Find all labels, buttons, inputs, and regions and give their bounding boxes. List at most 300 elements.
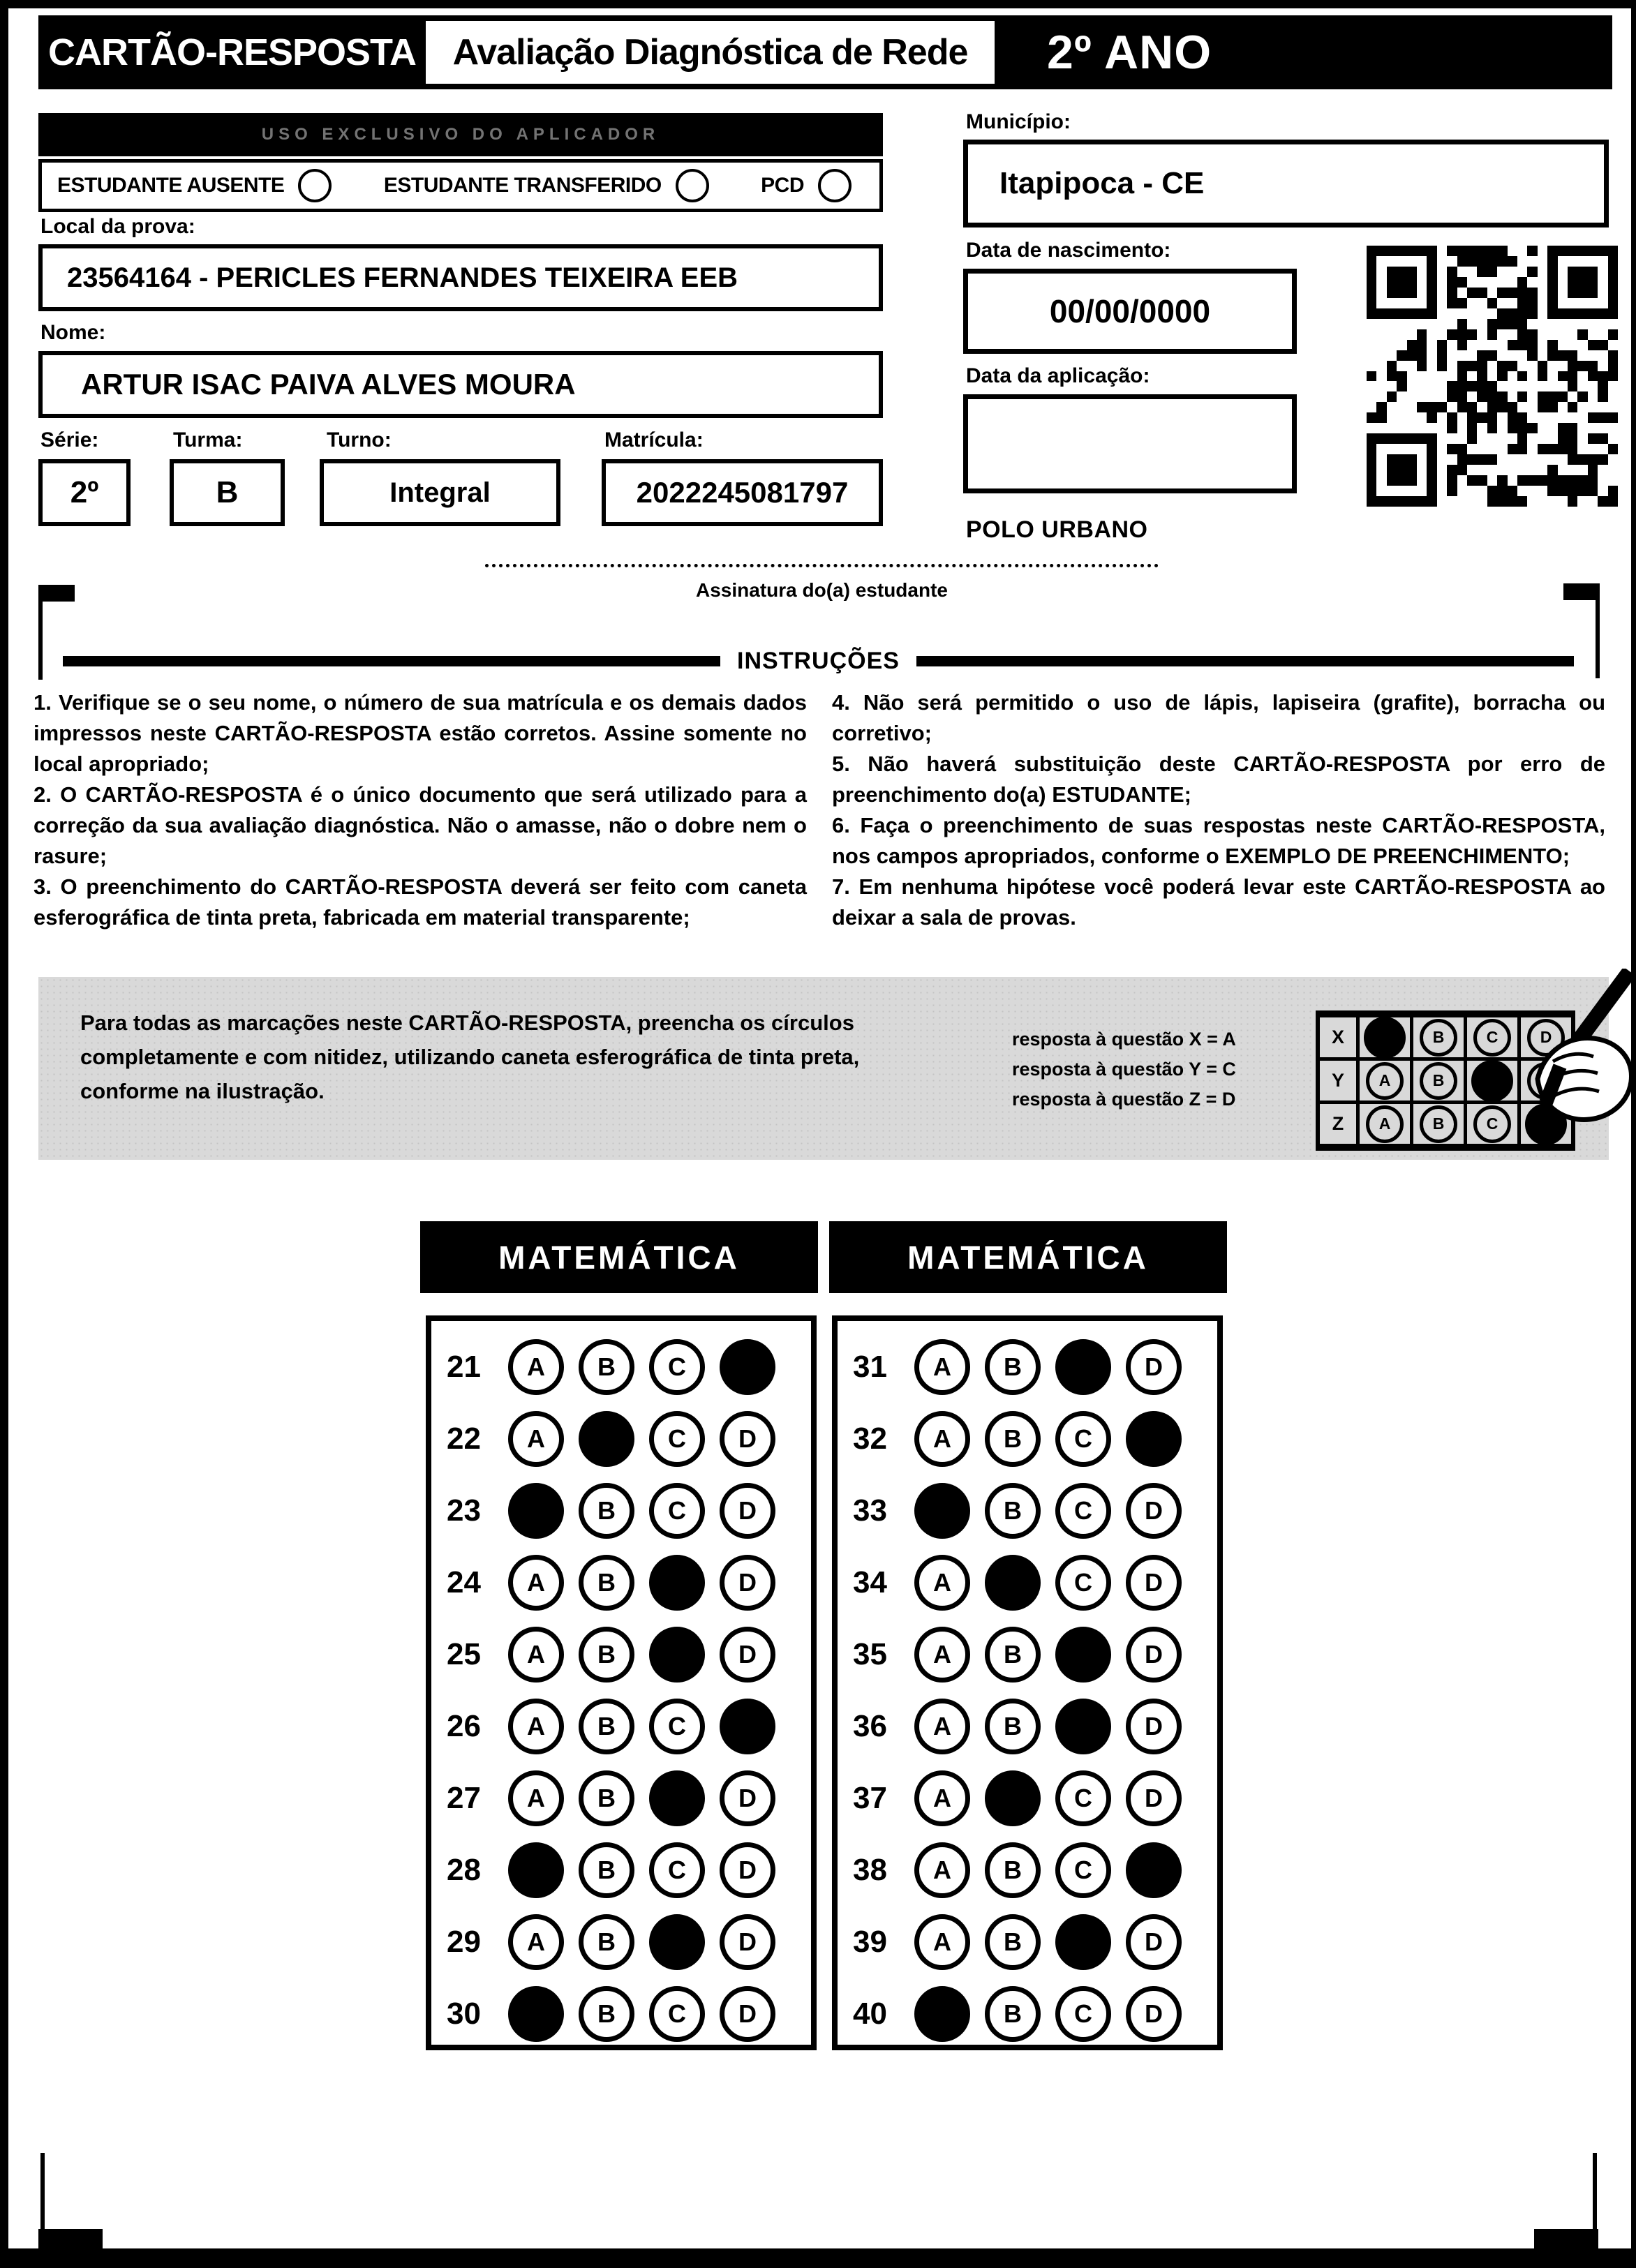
qr-module [1538,391,1547,402]
qr-module [1417,308,1427,319]
hand-with-pen-illustration [1455,969,1635,1133]
answer-bubble-21-D[interactable] [720,1339,775,1395]
qr-module [1427,308,1436,319]
answer-bubble-31-D[interactable]: D [1126,1339,1182,1395]
answer-bubble-35-A[interactable]: A [914,1627,970,1683]
instruction-item: 5. Não haverá substituição deste CARTÃO-RESPOSTA por erro de preenchimento do(a) ESTUDANTE; [832,752,1605,807]
qr-module [1407,350,1417,361]
nome-field [38,351,883,418]
qr-module [1387,371,1397,382]
qr-module [1508,496,1517,507]
answer-bubble-29-A[interactable]: A [508,1914,564,1970]
answer-bubble-26-A[interactable]: A [508,1699,564,1754]
answer-bubble-31-C[interactable] [1055,1339,1111,1395]
qr-module [1387,475,1397,486]
qr-module [1598,454,1607,465]
example-bubble-X-C: C [1473,1019,1511,1057]
qr-module [1487,350,1497,361]
example-note-line: resposta à questão Z = D [1012,1089,1236,1110]
qr-module [1417,350,1427,361]
example-bubble-Z-C: C [1473,1105,1511,1143]
qr-module [1427,256,1436,267]
qr-module [1598,308,1607,319]
answer-bubble-27-C[interactable] [649,1770,705,1826]
example-row-letter: Y [1331,1070,1344,1091]
qr-module [1508,256,1517,267]
qr-module [1527,246,1537,256]
qr-module [1397,277,1406,288]
qr-module [1407,277,1417,288]
qr-module [1588,288,1598,298]
answer-bubble-33-C[interactable]: C [1055,1483,1111,1539]
local-label: Local da prova: [40,215,195,238]
qr-module [1568,267,1577,277]
qr-module [1517,433,1527,444]
question-number: 24 [447,1565,481,1599]
answer-bubble-26-B[interactable]: B [579,1699,634,1754]
qr-module [1568,475,1577,486]
turno-field [320,459,560,526]
qr-module [1367,465,1376,475]
qr-module [1608,246,1618,256]
qr-module [1457,329,1467,340]
answer-bubble-24-B[interactable]: B [579,1555,634,1611]
example-bubble-Y-B: B [1420,1062,1457,1100]
qr-module [1568,277,1577,288]
qr-module [1427,475,1436,486]
qr-module [1477,371,1487,382]
question-row-25 [431,1618,811,1690]
example-text: Para todas as marcações neste CARTÃO-RESPOSTA, preencha os círculos completamente e com nitidez, utilizando caneta esferográfica de tinta preta, conforme na ilustração. [80,1010,860,1103]
qr-module [1517,340,1527,350]
answer-bubble-39-B[interactable]: B [985,1914,1041,1970]
qr-module [1547,267,1557,277]
qr-module [1497,371,1507,382]
question-row-27 [431,1762,811,1834]
example-option-cell [1360,1104,1410,1144]
question-number: 26 [447,1708,481,1743]
qr-module [1397,381,1406,391]
aplicacao-label: Data da aplicação: [966,364,1150,387]
turma-value: B [216,475,239,509]
qr-module [1367,454,1376,465]
qr-module [1487,256,1497,267]
qr-module [1527,423,1537,433]
answer-bubble-40-A[interactable] [914,1986,970,2042]
answer-bubble-35-D[interactable]: D [1126,1627,1182,1683]
qr-module [1608,361,1618,371]
qr-module [1457,381,1467,391]
sheet-subtitle: Avaliação Diagnóstica de Rede [452,32,968,73]
qr-module [1577,329,1587,340]
answer-bubble-39-A[interactable]: A [914,1914,970,1970]
qr-module [1427,465,1436,475]
qr-module [1407,496,1417,507]
example-bubble-X-A [1364,1017,1406,1059]
qr-module [1387,246,1397,256]
qr-module [1387,267,1397,277]
qr-module [1367,256,1376,267]
qr-module [1487,412,1497,423]
qr-module [1407,465,1417,475]
qr-module [1527,350,1537,361]
registration-mark-top-right [1563,583,1600,600]
answer-bubble-36-D[interactable]: D [1126,1699,1182,1754]
qr-module [1467,423,1477,433]
answer-bubble-38-B[interactable]: B [985,1842,1041,1898]
qr-module [1538,475,1547,486]
turma-label: Turma: [173,428,243,452]
answer-bubble-40-B[interactable]: B [985,1986,1041,2042]
question-row-28 [431,1834,811,1906]
answer-bubble-22-C[interactable]: C [649,1411,705,1467]
answer-bubble-24-C[interactable] [649,1555,705,1611]
qr-module [1497,256,1507,267]
answer-bubble-40-C[interactable]: C [1055,1986,1111,2042]
qr-module [1558,444,1568,454]
qr-module [1457,402,1467,412]
qr-module [1558,486,1568,496]
qr-module [1568,454,1577,465]
qr-module [1457,371,1467,382]
qr-module [1577,391,1587,402]
qr-module [1417,340,1427,350]
qr-module [1508,444,1517,454]
instruction-item: 4. Não será permitido o uso de lápis, lapiseira (grafite), borracha ou corretivo; [832,690,1605,746]
answer-grid-questions-31-40 [832,1315,1223,2050]
signature-line [485,564,1159,567]
answer-bubble-40-D[interactable]: D [1126,1986,1182,2042]
qr-module [1477,256,1487,267]
qr-module [1447,329,1457,340]
answer-bubble-32-D[interactable] [1126,1411,1182,1467]
question-row-31 [838,1331,1217,1403]
qr-module [1588,433,1598,444]
qr-module [1467,433,1477,444]
turno-value: Integral [389,477,491,508]
answer-bubble-24-D[interactable]: D [720,1555,775,1611]
answer-bubble-35-C[interactable] [1055,1627,1111,1683]
qr-module [1558,391,1568,402]
qr-module [1517,444,1527,454]
qr-module [1547,391,1557,402]
answer-bubble-29-D[interactable]: D [720,1914,775,1970]
qr-module [1417,402,1427,412]
example-bubble-Z-B: B [1420,1105,1457,1143]
qr-module [1447,277,1457,288]
qr-code [1367,246,1618,507]
answer-bubble-34-C[interactable]: C [1055,1555,1111,1611]
answer-bubble-29-B[interactable]: B [579,1914,634,1970]
qr-module [1367,433,1376,444]
qr-module [1487,329,1497,340]
qr-module [1487,246,1497,256]
qr-module [1568,486,1577,496]
qr-module [1577,277,1587,288]
matricula-label: Matrícula: [604,428,704,452]
qr-module [1427,412,1436,423]
qr-module [1417,433,1427,444]
answer-bubble-23-D[interactable]: D [720,1483,775,1539]
qr-module [1547,288,1557,298]
qr-module [1367,298,1376,308]
qr-module [1477,391,1487,402]
answer-bubble-25-C[interactable] [649,1627,705,1683]
answer-bubble-27-D[interactable]: D [720,1770,775,1826]
qr-module [1588,361,1598,371]
page-border-right [1631,0,1636,2268]
answer-bubble-21-A[interactable]: A [508,1339,564,1395]
answer-bubble-22-D[interactable]: D [720,1411,775,1467]
qr-module [1527,475,1537,486]
qr-module [1427,298,1436,308]
answer-bubble-30-C[interactable]: C [649,1986,705,2042]
qr-module [1367,277,1376,288]
qr-module [1527,298,1537,308]
nome-value: ARTUR ISAC PAIVA ALVES MOURA [81,368,576,401]
answer-bubble-24-A[interactable]: A [508,1555,564,1611]
qr-module [1457,444,1467,454]
example-bubble-X-D: D [1527,1019,1565,1057]
answer-grid-questions-21-30 [426,1315,817,2050]
answer-bubble-23-B[interactable]: B [579,1483,634,1539]
example-row-label [1320,1061,1356,1101]
answer-bubble-28-C[interactable]: C [649,1842,705,1898]
answer-bubble-38-A[interactable]: A [914,1842,970,1898]
qr-module [1487,402,1497,412]
answer-bubble-25-D[interactable]: D [720,1627,775,1683]
qr-module [1387,277,1397,288]
qr-module [1447,246,1457,256]
qr-module [1598,340,1607,350]
qr-module [1547,486,1557,496]
answer-bubble-29-C[interactable] [649,1914,705,1970]
qr-module [1487,381,1497,391]
qr-module [1367,496,1376,507]
question-number: 38 [853,1852,887,1887]
qr-module [1568,361,1577,371]
example-row-letter: X [1331,1027,1344,1047]
answer-bubble-37-B[interactable] [985,1770,1041,1826]
answer-bubble-34-A[interactable]: A [914,1555,970,1611]
qr-module [1497,319,1507,329]
answer-bubble-37-A[interactable]: A [914,1770,970,1826]
answer-bubble-27-A[interactable]: A [508,1770,564,1826]
answer-bubble-28-D[interactable]: D [720,1842,775,1898]
qr-module [1427,402,1436,412]
qr-module [1397,350,1406,361]
qr-module [1508,361,1517,371]
qr-module [1588,454,1598,465]
matricula-value: 2022245081797 [636,476,849,509]
qr-module [1427,496,1436,507]
qr-module [1568,288,1577,298]
answer-bubble-32-B[interactable]: B [985,1411,1041,1467]
qr-module [1487,391,1497,402]
qr-module [1447,412,1457,423]
answer-bubble-37-D[interactable]: D [1126,1770,1182,1826]
qr-module [1407,308,1417,319]
example-note-line: resposta à questão X = A [1012,1029,1236,1050]
qr-module [1588,267,1598,277]
answer-bubble-26-C[interactable]: C [649,1699,705,1754]
answer-bubble-31-B[interactable]: B [985,1339,1041,1395]
question-row-24 [431,1546,811,1618]
answer-bubble-22-A[interactable]: A [508,1411,564,1467]
example-option-cell [1360,1061,1410,1101]
qr-module [1577,288,1587,298]
answer-bubble-39-D[interactable]: D [1126,1914,1182,1970]
question-row-29 [431,1906,811,1978]
qr-module [1608,350,1618,361]
qr-module [1608,486,1618,496]
answer-bubble-38-C[interactable]: C [1055,1842,1111,1898]
answer-bubble-30-D[interactable]: D [720,1986,775,2042]
qr-module [1487,267,1497,277]
answer-bubble-23-C[interactable]: C [649,1483,705,1539]
qr-module [1457,454,1467,465]
qr-module [1517,391,1527,402]
qr-module [1608,288,1618,298]
qr-module [1467,329,1477,340]
qr-module [1457,277,1467,288]
answer-bubble-36-B[interactable]: B [985,1699,1041,1754]
qr-module [1517,298,1527,308]
qr-module [1457,298,1467,308]
status-option-circle[interactable] [298,169,332,202]
answer-bubble-21-B[interactable]: B [579,1339,634,1395]
example-row-letter: Z [1332,1113,1344,1134]
status-option-0 [57,169,332,202]
qr-module [1598,433,1607,444]
qr-module [1467,412,1477,423]
answer-bubble-35-B[interactable]: B [985,1627,1041,1683]
qr-module [1467,361,1477,371]
answer-bubble-38-D[interactable] [1126,1842,1182,1898]
qr-module [1407,340,1417,350]
qr-module [1497,391,1507,402]
qr-module [1447,391,1457,402]
qr-module [1387,308,1397,319]
qr-module [1407,267,1417,277]
answer-bubble-32-C[interactable]: C [1055,1411,1111,1467]
page-border-top [0,0,1636,8]
answer-bubble-36-A[interactable]: A [914,1699,970,1754]
qr-module [1588,340,1598,350]
answer-bubble-36-C[interactable] [1055,1699,1111,1754]
qr-module [1457,361,1467,371]
qr-module [1517,496,1527,507]
answer-bubble-21-C[interactable]: C [649,1339,705,1395]
qr-module [1508,340,1517,350]
question-number: 35 [853,1636,887,1671]
answer-bubble-32-A[interactable]: A [914,1411,970,1467]
page-border-bottom [0,2248,1636,2268]
qr-module [1588,465,1598,475]
serie-field [38,459,131,526]
qr-module [1588,412,1598,423]
qr-module [1577,486,1587,496]
answer-bubble-26-D[interactable] [720,1699,775,1754]
qr-module [1407,288,1417,298]
qr-module [1367,412,1376,423]
answer-bubble-34-B[interactable] [985,1555,1041,1611]
qr-module [1437,361,1447,371]
answer-bubble-30-B[interactable]: B [579,1986,634,2042]
answer-bubble-31-A[interactable]: A [914,1339,970,1395]
answer-bubble-33-B[interactable]: B [985,1483,1041,1539]
qr-module [1417,361,1427,371]
qr-module [1407,433,1417,444]
qr-module [1417,329,1427,340]
municipio-label: Município: [966,110,1071,133]
answer-bubble-23-A[interactable] [508,1483,564,1539]
qr-module [1387,465,1397,475]
qr-module [1457,340,1467,350]
sheet-subtitle-box [426,15,995,89]
answer-bubble-33-A[interactable] [914,1483,970,1539]
qr-module [1508,423,1517,433]
qr-module [1558,308,1568,319]
answer-bubble-28-A[interactable] [508,1842,564,1898]
qr-module [1467,381,1477,391]
qr-module [1477,475,1487,486]
qr-module [1427,246,1436,256]
answer-bubble-28-B[interactable]: B [579,1842,634,1898]
qr-module [1588,277,1598,288]
answer-bubble-37-C[interactable]: C [1055,1770,1111,1826]
qr-module [1558,433,1568,444]
qr-module [1547,475,1557,486]
local-value: 23564164 - PERICLES FERNANDES TEIXEIRA EEB [67,262,738,293]
qr-module [1487,496,1497,507]
answer-bubble-30-A[interactable] [508,1986,564,2042]
instruction-item: 2. O CARTÃO-RESPOSTA é o único documento que será utilizado para a correção da sua avaliação diagnóstica. Não o amasse, não o dobre nem o rasure; [34,782,807,869]
qr-module [1547,465,1557,475]
qr-module [1538,402,1547,412]
qr-module [1517,308,1527,319]
status-option-circle[interactable] [818,169,852,202]
answer-bubble-25-A[interactable]: A [508,1627,564,1683]
qr-module [1558,371,1568,382]
qr-module [1387,454,1397,465]
example-bubble-Z-A: A [1366,1105,1404,1143]
serie-value: 2º [70,475,99,509]
qr-module [1407,475,1417,486]
qr-module [1427,454,1436,465]
instructions-title: INSTRUÇÕES [737,648,900,674]
answer-bubble-34-D[interactable]: D [1126,1555,1182,1611]
qr-module [1508,319,1517,329]
question-row-37 [838,1762,1217,1834]
qr-module [1558,423,1568,433]
answer-bubble-33-D[interactable]: D [1126,1483,1182,1539]
registration-mark-bottom-right-line [1593,2153,1597,2231]
registration-mark-bottom-left-line [40,2153,45,2231]
qr-module [1487,454,1497,465]
qr-module [1568,381,1577,391]
answer-bubble-39-C[interactable] [1055,1914,1111,1970]
answer-bubble-22-B[interactable] [579,1411,634,1467]
answer-bubble-25-B[interactable]: B [579,1627,634,1683]
aplicacao-field [963,394,1297,493]
question-row-40 [838,1978,1217,2050]
section-header-matematica-1 [420,1221,818,1293]
status-option-circle[interactable] [676,169,709,202]
signature-caption: Assinatura do(a) estudante [696,579,948,601]
answer-bubble-27-B[interactable]: B [579,1770,634,1826]
question-number: 31 [853,1349,887,1384]
